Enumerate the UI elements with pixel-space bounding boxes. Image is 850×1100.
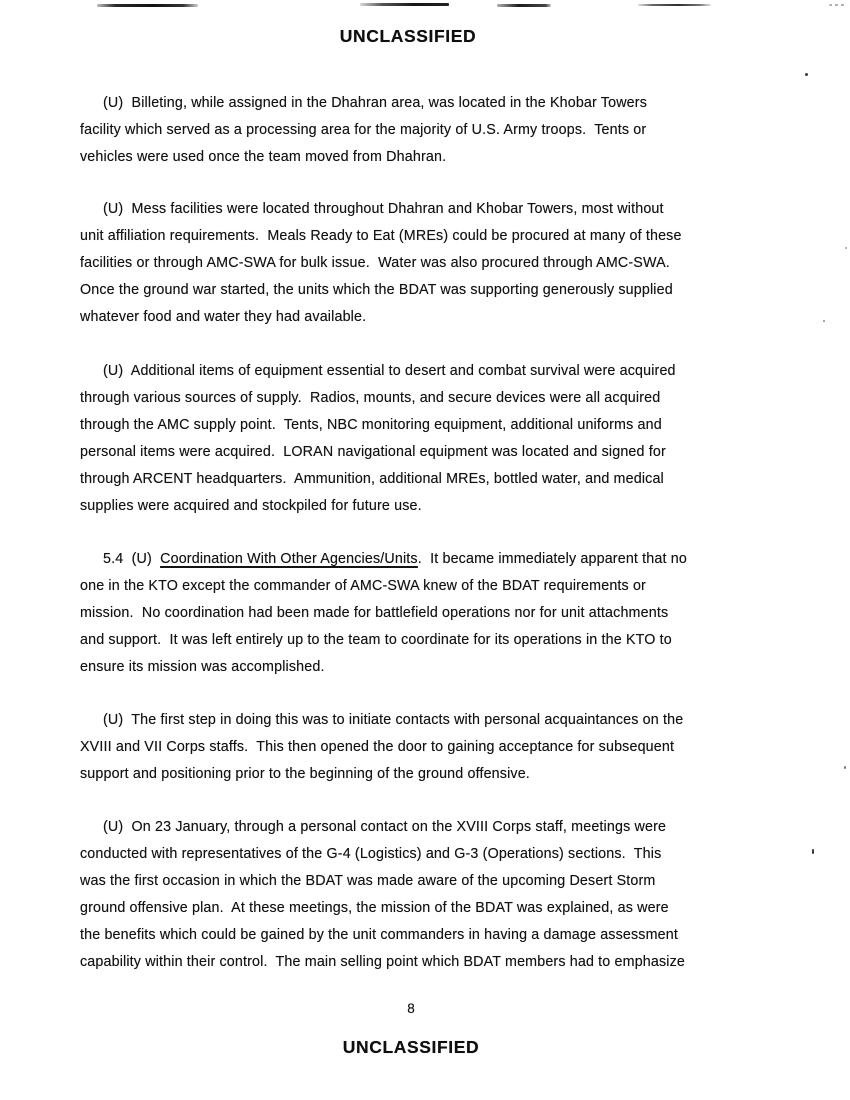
text-line: was the first occasion in which the BDAT was made aware of the upcoming Desert Storm: [80, 873, 656, 889]
paragraph-billeting: [80, 90, 790, 171]
text-line: Once the ground war started, the units which the BDAT was supporting generously supplied: [80, 282, 673, 298]
paragraph-first-step: [80, 707, 790, 788]
text-line: (U) Billeting, while assigned in the Dhahran area, was located in the Khobar Towers: [103, 95, 647, 111]
text-line: mission. No coordination had been made for battlefield operations nor for unit attachments: [80, 605, 669, 621]
text-line: conducted with representatives of the G-4 (Logistics) and G-3 (Operations) sections. This: [80, 846, 662, 862]
text-line: unit affiliation requirements. Meals Ready to Eat (MREs) could be procured at many of these: [80, 228, 682, 244]
paragraph-equipment: [80, 358, 790, 520]
text-line: (U) On 23 January, through a personal contact on the XVIII Corps staff, meetings were: [103, 819, 667, 835]
text-line: and support. It was left entirely up to the team to coordinate for its operations in the KTO to: [80, 632, 672, 648]
classification-header: UNCLASSIFIED: [339, 26, 477, 46]
text-segment: . It became immediately apparent that no: [417, 551, 687, 567]
text-line: one in the KTO except the commander of AMC-SWA knew of the BDAT requirements or: [80, 578, 646, 594]
scan-artifact-dash: [360, 3, 449, 6]
scan-artifact-dash: [829, 4, 847, 6]
text-line: (U) The first step in doing this was to initiate contacts with personal acquaintances on the: [103, 712, 684, 728]
text-line: [80, 546, 790, 573]
scan-artifact-dash: [638, 4, 711, 6]
text-line: vehicles were used once the team moved from Dhahran.: [80, 149, 447, 165]
classification-footer: UNCLASSIFIED: [342, 1037, 480, 1057]
text-line: ensure its mission was accomplished.: [80, 659, 325, 675]
text-line: through ARCENT headquarters. Ammunition, additional MREs, bottled water, and medical: [80, 471, 664, 487]
paragraph-23-january: [80, 814, 790, 976]
scan-artifact-dash: [497, 4, 551, 7]
scan-artifact-dash: [97, 4, 198, 7]
text-line: through the AMC supply point. Tents, NBC monitoring equipment, additional uniforms and: [80, 417, 662, 433]
text-line: ground offensive plan. At these meetings, the mission of the BDAT was explained, as were: [80, 900, 669, 916]
paragraph-mess: [80, 196, 790, 331]
text-line: facility which served as a processing area for the majority of U.S. Army troops. Tents or: [80, 122, 647, 138]
text-line: support and positioning prior to the beginning of the ground offensive.: [80, 766, 530, 782]
text-line: capability within their control. The main selling point which BDAT members had to emphasize: [80, 954, 686, 970]
text-line: personal items were acquired. LORAN navigational equipment was located and signed for: [80, 444, 666, 460]
text-line: whatever food and water they had available.: [80, 309, 367, 325]
scan-speck: [805, 73, 808, 76]
underlined-heading-text: Coordination With Other Agencies/Units: [160, 551, 418, 567]
text-line: (U) Mess facilities were located throughout Dhahran and Khobar Towers, most without: [103, 201, 664, 217]
paragraph-coordination: [80, 546, 790, 681]
scan-speck: [845, 247, 847, 249]
scan-speck: [844, 766, 846, 769]
page-number: 8: [407, 1001, 415, 1016]
scan-speck: [823, 320, 825, 322]
text-line: the benefits which could be gained by the unit commanders in having a damage assessment: [80, 927, 678, 943]
text-line: supplies were acquired and stockpiled for future use.: [80, 498, 422, 514]
scan-speck: [812, 849, 814, 854]
text-line: facilities or through AMC-SWA for bulk issue. Water was also procured through AMC-SWA.: [80, 255, 670, 271]
text-line: through various sources of supply. Radios, mounts, and secure devices were all acquired: [80, 390, 661, 406]
text-segment: 5.4 (U): [103, 551, 161, 567]
text-line: (U) Additional items of equipment essential to desert and combat survival were acquired: [103, 363, 676, 379]
text-line: XVIII and VII Corps staffs. This then opened the door to gaining acceptance for subsequent: [80, 739, 675, 755]
